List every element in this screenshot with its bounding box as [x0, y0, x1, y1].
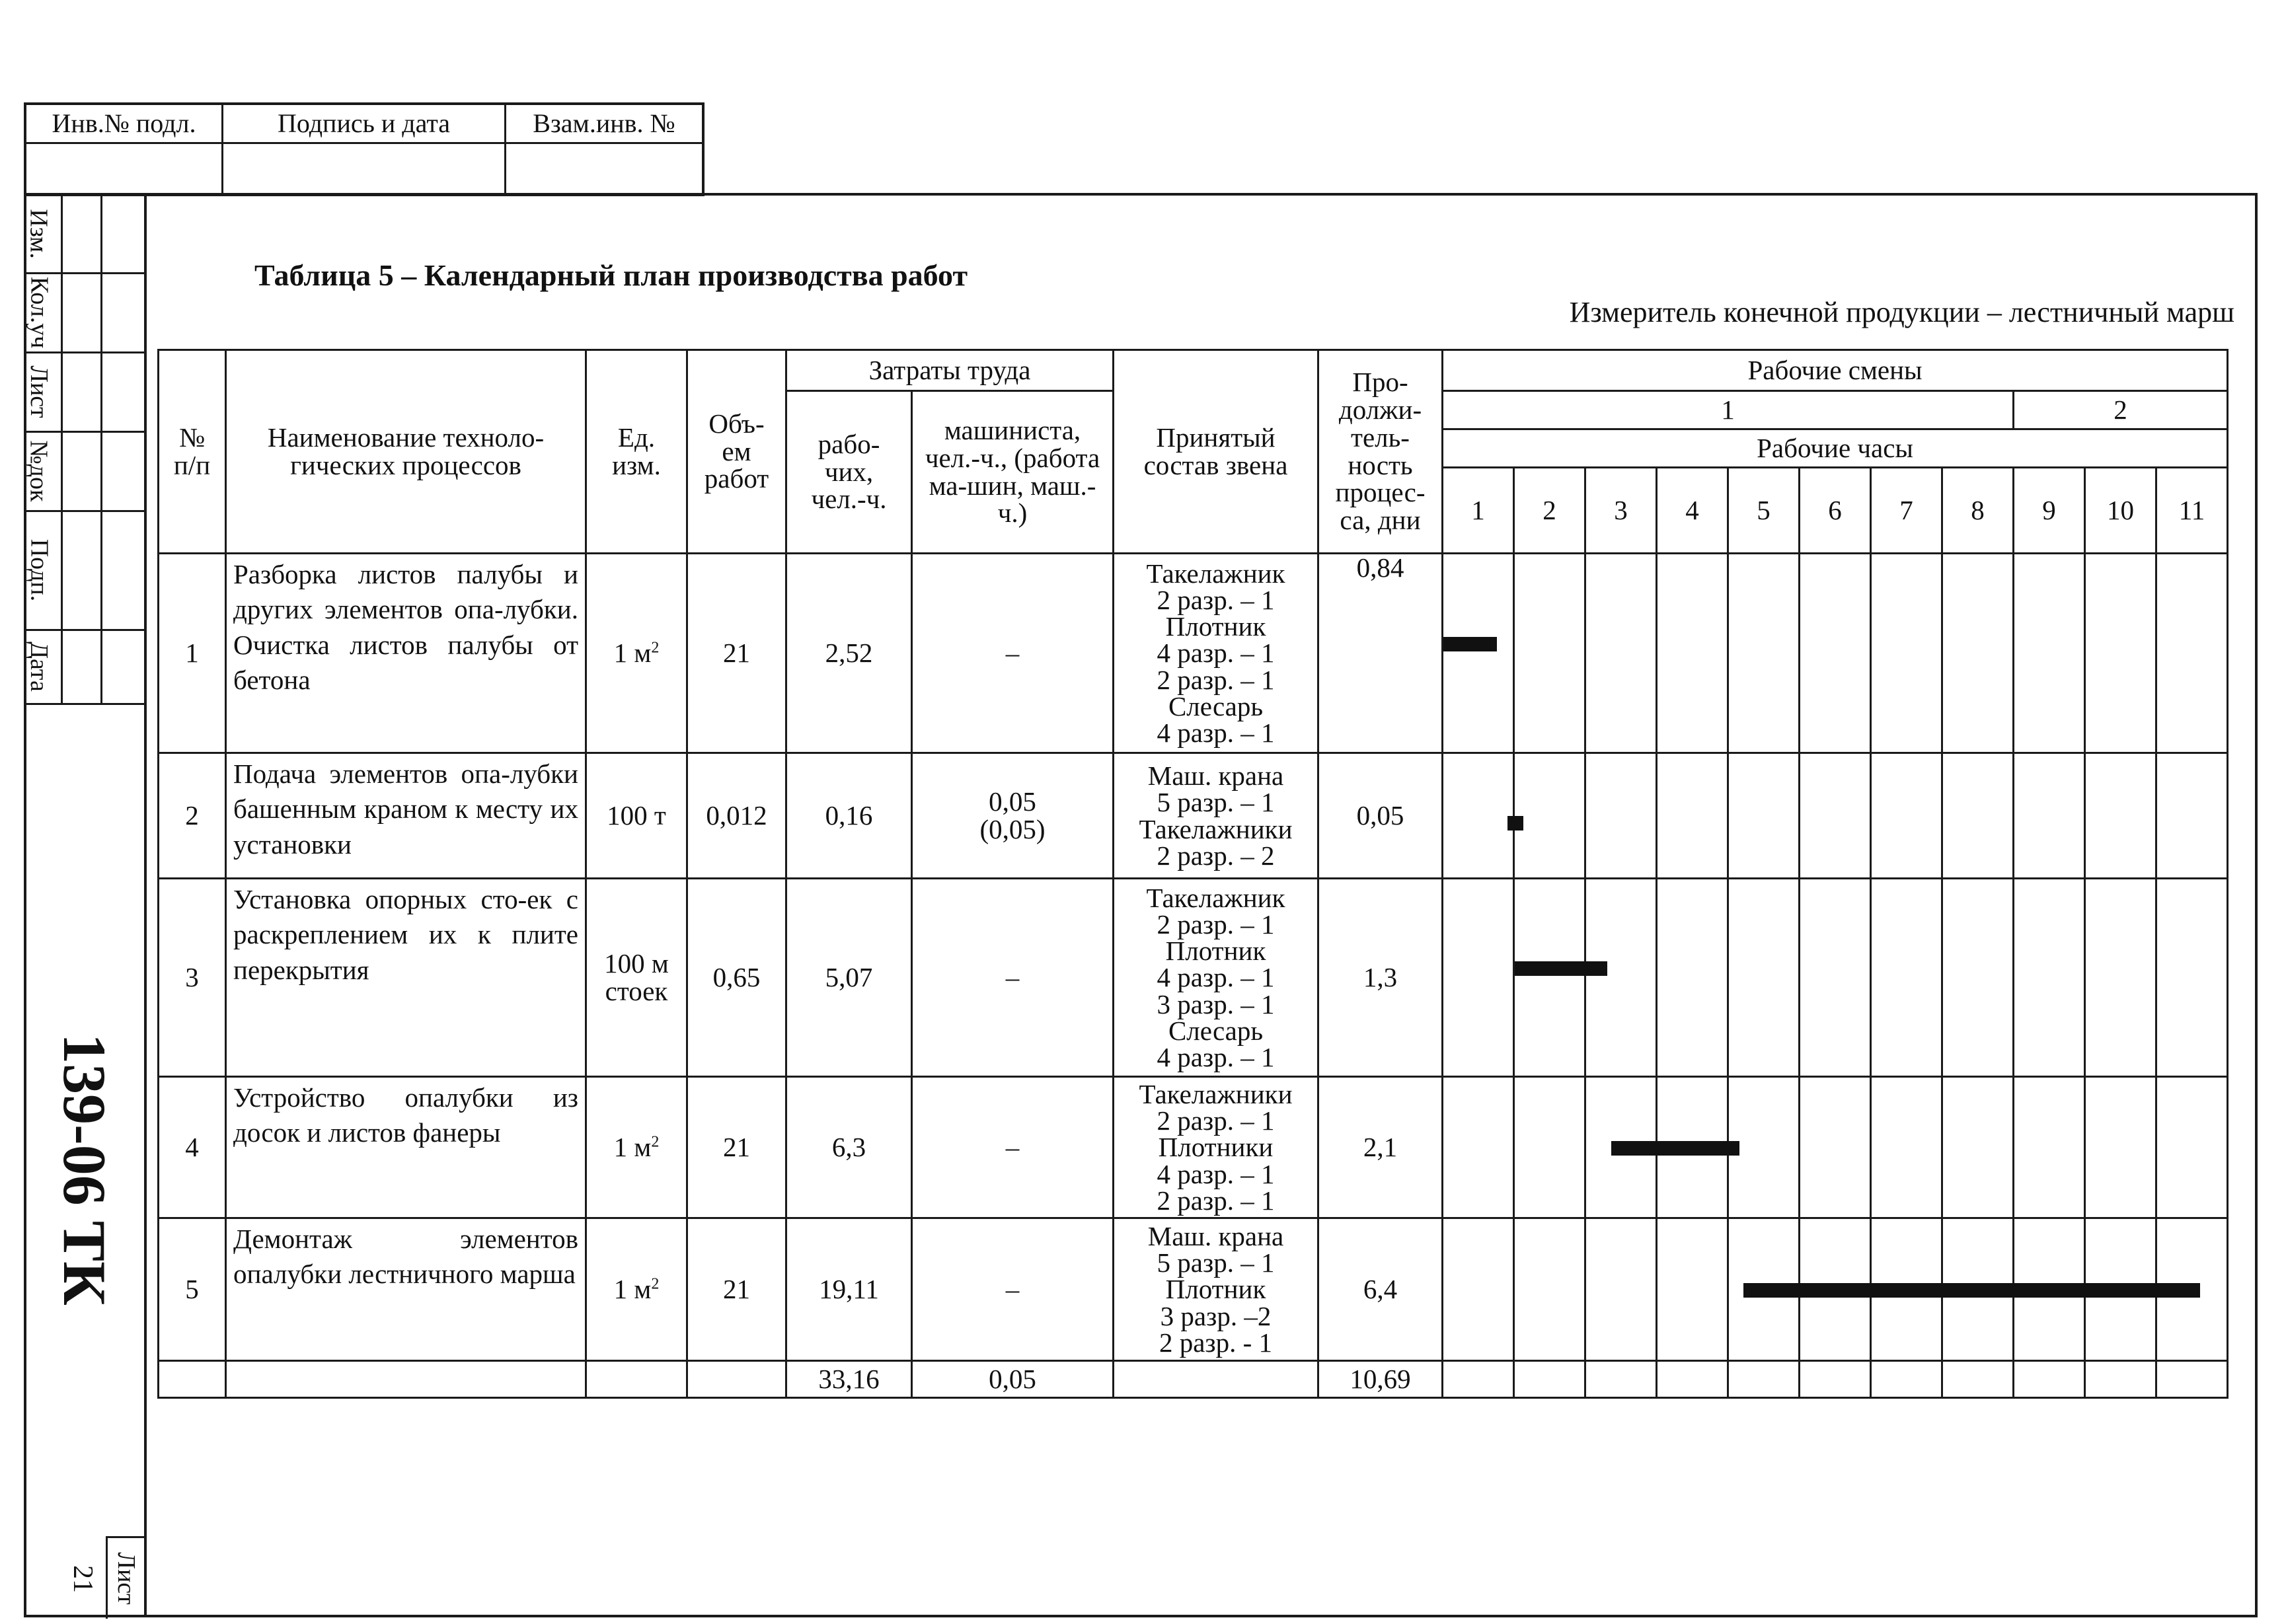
doc-code: 139-06 ТК: [50, 1033, 118, 1306]
gantt-cell: [1514, 1077, 1585, 1218]
strip-label-list: Лист: [25, 365, 53, 418]
row-unit-text: 1 м: [613, 637, 652, 668]
gantt-cell: [1657, 753, 1728, 879]
row-num: 5: [159, 1218, 226, 1361]
sheet-label: Лист: [112, 1552, 140, 1605]
crew-line: 4 разр. – 1: [1157, 1158, 1275, 1189]
header-labor: Затраты труда: [786, 350, 1114, 391]
gantt-cell: [1443, 879, 1514, 1077]
table-row: [159, 554, 2228, 753]
row-unit: [586, 1077, 687, 1218]
row-unit-text: 1 м: [613, 1273, 652, 1304]
header-shift-1: 1: [1443, 391, 2014, 429]
gantt-cell: [1443, 1218, 1514, 1361]
gantt-cell: [1585, 554, 1657, 753]
row-crew: [1114, 879, 1318, 1077]
row-unit-sup: 2: [651, 1132, 660, 1150]
strip-divider: [24, 703, 145, 705]
table-row: [159, 1218, 2228, 1361]
row-volume: 21: [687, 554, 786, 753]
gantt-cell: [1800, 753, 1871, 879]
gantt-cell: [1585, 1218, 1657, 1361]
crew-line: 2 разр. – 1: [1157, 909, 1275, 940]
strip-divider: [106, 1536, 145, 1538]
gantt-cell: [1514, 554, 1585, 753]
table-row: [159, 879, 2228, 1077]
crew-line: Плотник: [1165, 611, 1266, 642]
header-num: № п/п: [159, 350, 226, 554]
gantt-cell: [1871, 879, 1942, 1077]
strip-divider: [100, 193, 102, 703]
row-workers: 2,52: [786, 554, 912, 753]
gantt-cell: [1728, 1218, 1800, 1361]
gantt-cell: [2156, 879, 2228, 1077]
gantt-cell: [1800, 879, 1871, 1077]
crew-line: Слесарь: [1168, 690, 1264, 721]
row-num: 2: [159, 753, 226, 879]
gantt-cell: [1942, 753, 2014, 879]
gantt-cell: [1657, 1077, 1728, 1218]
gantt-cell: [1800, 1077, 1871, 1218]
vzam-label: Взам.инв. №: [533, 108, 675, 138]
gantt-bar: [1443, 637, 1497, 651]
header-hour-8: 8: [1942, 468, 2014, 554]
crew-line: Такелажник: [1146, 558, 1285, 589]
row-process-name: Разборка листов палубы и других элементов опа-лубки. Очистка листов палубы от бетона: [226, 554, 586, 753]
header-hour-4: 4: [1657, 468, 1728, 554]
gantt-cell: [2085, 1077, 2156, 1218]
gantt-cell: [1443, 1077, 1514, 1218]
row-unit-sup: 2: [651, 638, 660, 656]
row-duration: 2,1: [1318, 1077, 1443, 1218]
gantt-cell: [1871, 1218, 1942, 1361]
row-process-name: Установка опорных сто-ек с раскреплением их к плите перекрытия: [226, 879, 586, 1077]
row-crew: [1114, 1077, 1318, 1218]
header-name: Наименование техноло-гических процессов: [226, 350, 586, 554]
row-crew: [1114, 753, 1318, 879]
gantt-cell: [1728, 1077, 1800, 1218]
row-unit: [586, 554, 687, 753]
crew-line: 2 разр. – 1: [1157, 1105, 1275, 1136]
header-hours: Рабочие часы: [1443, 429, 2228, 468]
gantt-cell: [2085, 879, 2156, 1077]
header-shift-2: 2: [2014, 391, 2228, 429]
header-labor-workers: рабо-чих, чел.-ч.: [786, 391, 912, 554]
crew-line: 4 разр. – 1: [1157, 962, 1275, 993]
total-duration: 10,69: [1318, 1361, 1443, 1398]
crew-line: 2 разр. – 1: [1157, 585, 1275, 616]
crew-line: Маш. крана: [1147, 760, 1284, 792]
crew-line: 4 разр. – 1: [1157, 638, 1275, 669]
row-machinist: 0,05 (0,05): [912, 753, 1114, 879]
row-crew: [1114, 554, 1318, 753]
gantt-cell: [2014, 753, 2085, 879]
header-volume: Объ-ем работ: [687, 350, 786, 554]
gantt-cell: [2014, 554, 2085, 753]
gantt-cell: [1443, 554, 1514, 753]
row-machinist: –: [912, 554, 1114, 753]
crew-line: 5 разр. – 1: [1157, 787, 1275, 818]
row-workers: 6,3: [786, 1077, 912, 1218]
header-hour-7: 7: [1871, 468, 1942, 554]
crew-line: Такелажник: [1146, 882, 1285, 913]
row-machinist: –: [912, 1218, 1114, 1361]
crew-line: 2 разр. – 1: [1157, 1185, 1275, 1216]
gantt-cell: [2156, 1218, 2228, 1361]
crew-line: 3 разр. –2: [1160, 1300, 1272, 1331]
gantt-cell: [1657, 879, 1728, 1077]
header-hour-9: 9: [2014, 468, 2085, 554]
row-duration: 1,3: [1318, 879, 1443, 1077]
sign-label: Подпись и дата: [277, 108, 451, 138]
table-row: [159, 753, 2228, 879]
crew-line: 4 разр. – 1: [1157, 717, 1275, 748]
crew-line: 2 разр. - 1: [1159, 1327, 1273, 1358]
gantt-cell: [1942, 1218, 2014, 1361]
gantt-cell: [2085, 554, 2156, 753]
table-row: [159, 1077, 2228, 1218]
totals-row: [159, 1361, 2228, 1398]
header-hour-11: 11: [2156, 468, 2228, 554]
gantt-cell: [1585, 879, 1657, 1077]
strip-label-izm: Изм.: [25, 209, 53, 259]
row-unit-sup: 2: [651, 1274, 660, 1292]
gantt-cell: [2156, 753, 2228, 879]
row-unit: [586, 879, 687, 1077]
row-workers: 5,07: [786, 879, 912, 1077]
header-hour-6: 6: [1800, 468, 1871, 554]
crew-line: Плотники: [1158, 1132, 1274, 1163]
gantt-cell: [1728, 879, 1800, 1077]
gantt-cell: [1871, 1077, 1942, 1218]
row-duration: 0,05: [1318, 753, 1443, 879]
row-unit-text: 100 т: [607, 799, 666, 830]
gantt-cell: [1585, 753, 1657, 879]
gantt-cell: [1585, 1077, 1657, 1218]
crew-line: 2 разр. – 1: [1157, 664, 1275, 695]
crew-line: 4 разр. – 1: [1157, 1041, 1275, 1072]
inv-label: Инв.№ подл.: [52, 108, 196, 138]
gantt-cell: [1657, 1218, 1728, 1361]
gantt-cell: [2156, 1077, 2228, 1218]
crew-line: Плотник: [1165, 936, 1266, 967]
work-schedule-table: [157, 349, 2229, 1399]
header-labor-machinist: машиниста, чел.-ч., (работа ма-шин, маш.-ч.): [912, 391, 1114, 554]
row-unit: [586, 1218, 687, 1361]
row-process-name: Устройство опалубки из досок и листов фанеры: [226, 1077, 586, 1218]
crew-line: Такелажники: [1139, 1079, 1293, 1110]
row-num: 4: [159, 1077, 226, 1218]
total-machinist: 0,05: [912, 1361, 1114, 1398]
crew-line: Плотник: [1165, 1274, 1266, 1305]
crew-line: Маш. крана: [1147, 1221, 1284, 1252]
crew-line: 2 разр. – 2: [1157, 840, 1275, 871]
crew-line: Слесарь: [1168, 1015, 1264, 1046]
gantt-cell: [1443, 753, 1514, 879]
row-volume: 21: [687, 1077, 786, 1218]
row-num: 1: [159, 554, 226, 753]
header-shifts: Рабочие смены: [1443, 350, 2228, 391]
gantt-cell: [1871, 753, 1942, 879]
row-machinist: –: [912, 1077, 1114, 1218]
gantt-cell: [1657, 554, 1728, 753]
gantt-cell: [1728, 753, 1800, 879]
header-hour-5: 5: [1728, 468, 1800, 554]
header-crew: Принятый состав звена: [1114, 350, 1318, 554]
sheet-number: 21: [67, 1565, 98, 1593]
row-process-name: Подача элементов опа-лубки башенным краном к месту их установки: [226, 753, 586, 879]
gantt-cell: [1800, 1218, 1871, 1361]
row-volume: 21: [687, 1218, 786, 1361]
gantt-cell: [1514, 753, 1585, 879]
measure-note: Измеритель конечной продукции – лестничный марш: [1569, 296, 2234, 328]
crew-line: Такелажники: [1139, 813, 1293, 844]
header-hour-10: 10: [2085, 468, 2156, 554]
row-unit-text: 100 м стоек: [604, 947, 669, 1006]
table-title: Таблица 5 – Календарный план производства работ: [254, 258, 968, 292]
crew-line: 3 разр. – 1: [1157, 988, 1275, 1019]
gantt-cell: [1800, 554, 1871, 753]
gantt-cell: [2085, 753, 2156, 879]
row-duration: 6,4: [1318, 1218, 1443, 1361]
header-hour-1: 1: [1443, 468, 1514, 554]
strip-label-data: Дата: [25, 642, 53, 692]
row-unit: [586, 753, 687, 879]
gantt-cell: [2014, 879, 2085, 1077]
row-num: 3: [159, 879, 226, 1077]
gantt-cell: [1871, 554, 1942, 753]
row-machinist: –: [912, 879, 1114, 1077]
strip-label-podp: Подп.: [25, 538, 53, 602]
strip-border: [144, 193, 147, 1617]
gantt-cell: [2014, 1218, 2085, 1361]
gantt-cell: [2156, 554, 2228, 753]
header-unit: Ед. изм.: [586, 350, 687, 554]
strip-divider: [61, 193, 63, 703]
gantt-cell: [1942, 879, 2014, 1077]
gantt-cell: [1514, 1218, 1585, 1361]
crew-line: 5 разр. – 1: [1157, 1247, 1275, 1278]
row-volume: 0,65: [687, 879, 786, 1077]
row-crew: [1114, 1218, 1318, 1361]
header-duration: Про-должи-тель-ность процес-са, дни: [1318, 350, 1443, 554]
row-workers: 19,11: [786, 1218, 912, 1361]
header-hour-2: 2: [1514, 468, 1585, 554]
gantt-cell: [1942, 554, 2014, 753]
row-duration: 0,84: [1318, 554, 1443, 753]
row-unit-text: 1 м: [613, 1131, 652, 1162]
gantt-cell: [2014, 1077, 2085, 1218]
gantt-cell: [2085, 1218, 2156, 1361]
total-workers: 33,16: [786, 1361, 912, 1398]
gantt-cell: [1514, 879, 1585, 1077]
row-workers: 0,16: [786, 753, 912, 879]
strip-label-kolich: Кол.уч: [25, 276, 53, 349]
row-process-name: Демонтаж элементов опалубки лестничного марша: [226, 1218, 586, 1361]
gantt-cell: [1942, 1077, 2014, 1218]
row-volume: 0,012: [687, 753, 786, 879]
strip-label-ndok: №док: [25, 440, 53, 502]
header-hour-3: 3: [1585, 468, 1657, 554]
gantt-cell: [1728, 554, 1800, 753]
